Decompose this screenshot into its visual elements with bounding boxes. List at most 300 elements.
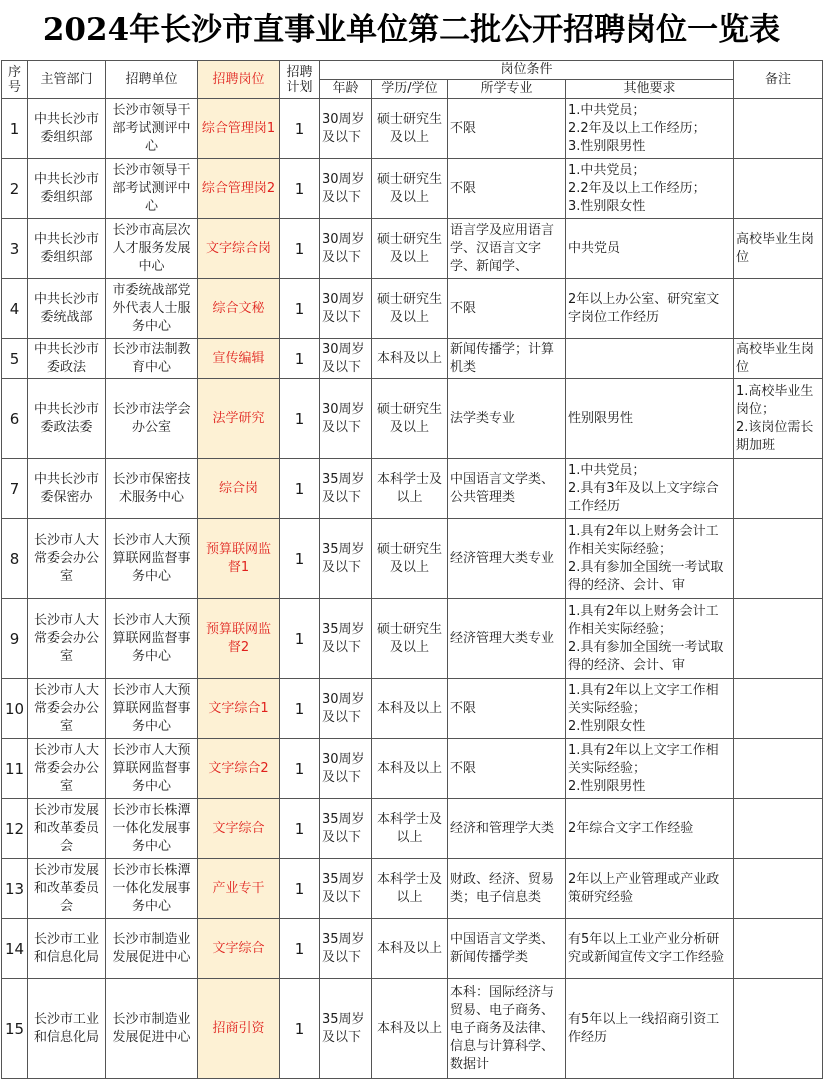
row-count <box>280 919 320 979</box>
table-row <box>2 379 823 459</box>
row-unit <box>106 159 198 219</box>
row-note <box>734 99 823 159</box>
row-major <box>448 339 566 379</box>
row-edu-text: 硕士研究生及以上 <box>376 541 442 575</box>
row-edu <box>372 459 448 519</box>
row-unit-text: 长沙市领导干部考试测评中心 <box>112 162 191 214</box>
row-position-text: 预算联网监督2 <box>205 621 271 655</box>
row-position-text: 文字综合 <box>212 820 265 836</box>
row-unit <box>106 99 198 159</box>
row-unit-text: 长沙市长株潭一体化发展事务中心 <box>112 802 191 854</box>
row-edu <box>372 99 448 159</box>
row-position-text: 宣传编辑 <box>212 350 265 366</box>
table-header <box>2 61 823 99</box>
row-other <box>566 99 734 159</box>
recruitment-table <box>1 60 823 1079</box>
row-note <box>734 599 823 679</box>
row-unit-text: 长沙市人大预算联网监督事务中心 <box>112 612 191 664</box>
row-dept <box>28 379 106 459</box>
row-seq <box>2 159 28 219</box>
row-count-text: 1 <box>294 179 305 198</box>
row-dept-text: 中共长沙市委保密办 <box>33 471 99 505</box>
row-seq <box>2 339 28 379</box>
row-unit <box>106 279 198 339</box>
row-major <box>448 279 566 339</box>
row-age-text: 30周岁及以下 <box>322 401 365 435</box>
row-edu <box>372 159 448 219</box>
row-seq <box>2 519 28 599</box>
row-dept-text: 长沙市人大常委会办公室 <box>33 612 99 664</box>
row-unit <box>106 739 198 799</box>
row-edu-text: 本科及以上 <box>376 350 442 366</box>
row-age-text: 30周岁及以下 <box>322 751 365 785</box>
row-unit <box>106 599 198 679</box>
row-count-text: 1 <box>294 479 305 498</box>
header-note: 备注 <box>734 61 823 99</box>
row-other-text: 1.具有2年以上文字工作相关实际经验； 2.性别限男性 <box>568 742 719 794</box>
row-dept <box>28 279 106 339</box>
row-dept-text: 长沙市人大常委会办公室 <box>33 742 99 794</box>
row-note <box>734 519 823 599</box>
row-other <box>566 159 734 219</box>
row-other-text: 中共党员 <box>568 240 621 256</box>
row-unit-text: 长沙市制造业发展促进中心 <box>112 931 191 965</box>
row-dept-text: 长沙市工业和信息化局 <box>33 931 99 965</box>
row-note <box>734 379 823 459</box>
row-dept <box>28 679 106 739</box>
row-note <box>734 219 823 279</box>
row-seq <box>2 599 28 679</box>
row-edu <box>372 599 448 679</box>
row-edu-text: 硕士研究生及以上 <box>376 291 442 325</box>
row-major <box>448 159 566 219</box>
row-major <box>448 379 566 459</box>
table-row <box>2 519 823 599</box>
table-row <box>2 739 823 799</box>
row-edu-text: 硕士研究生及以上 <box>376 111 442 145</box>
header-major: 所学专业 <box>448 80 566 99</box>
row-edu-text: 本科学士及以上 <box>376 811 442 845</box>
row-count <box>280 339 320 379</box>
row-unit <box>106 799 198 859</box>
row-seq <box>2 459 28 519</box>
row-seq <box>2 99 28 159</box>
row-age <box>320 219 372 279</box>
row-age-text: 35周岁及以下 <box>322 1011 365 1045</box>
row-other <box>566 459 734 519</box>
row-unit-text: 长沙市领导干部考试测评中心 <box>112 102 191 154</box>
row-age-text: 30周岁及以下 <box>322 111 365 145</box>
row-seq <box>2 679 28 739</box>
row-age <box>320 459 372 519</box>
row-dept-text: 长沙市人大常委会办公室 <box>33 682 99 734</box>
row-position <box>198 279 280 339</box>
row-edu <box>372 339 448 379</box>
table-row <box>2 339 823 379</box>
row-unit <box>106 679 198 739</box>
row-major <box>448 99 566 159</box>
row-major-text: 经济和管理学大类 <box>450 820 555 836</box>
header-unit: 招聘单位 <box>106 61 198 99</box>
row-position <box>198 739 280 799</box>
row-major <box>448 859 566 919</box>
row-unit <box>106 919 198 979</box>
row-other-text: 1.具有2年以上文字工作相关实际经验； 2.性别限女性 <box>568 682 719 734</box>
row-major <box>448 799 566 859</box>
table-row <box>2 979 823 1079</box>
row-age-text: 35周岁及以下 <box>322 811 365 845</box>
row-unit <box>106 979 198 1079</box>
row-major-text: 法学类专业 <box>450 410 516 426</box>
row-seq-text: 4 <box>9 299 20 318</box>
row-other <box>566 859 734 919</box>
row-edu-text: 硕士研究生及以上 <box>376 621 442 655</box>
row-count <box>280 739 320 799</box>
row-seq-text: 9 <box>9 629 20 648</box>
row-seq <box>2 979 28 1079</box>
row-position <box>198 859 280 919</box>
row-note-text: 1.高校毕业生岗位； 2.该岗位需长期加班 <box>736 383 814 453</box>
row-count-text: 1 <box>294 629 305 648</box>
row-seq-text: 13 <box>4 879 25 898</box>
row-seq-text: 10 <box>4 699 25 718</box>
row-seq-text: 7 <box>9 479 20 498</box>
row-position-text: 文字综合岗 <box>205 240 271 256</box>
row-count <box>280 219 320 279</box>
row-other <box>566 519 734 599</box>
row-edu-text: 本科学士及以上 <box>376 871 442 905</box>
row-count-text: 1 <box>294 349 305 368</box>
row-position-text: 综合文秘 <box>212 300 265 316</box>
header-dept: 主管部门 <box>28 61 106 99</box>
row-position <box>198 979 280 1079</box>
row-position <box>198 519 280 599</box>
header-age: 年龄 <box>320 80 372 99</box>
table-row <box>2 799 823 859</box>
row-major <box>448 919 566 979</box>
row-position-text: 综合管理岗1 <box>201 120 276 136</box>
row-position <box>198 339 280 379</box>
row-note <box>734 279 823 339</box>
row-edu <box>372 799 448 859</box>
row-major-text: 不限 <box>450 180 477 196</box>
row-age <box>320 159 372 219</box>
row-seq <box>2 919 28 979</box>
row-note <box>734 159 823 219</box>
row-age-text: 35周岁及以下 <box>322 541 365 575</box>
row-other <box>566 599 734 679</box>
row-dept <box>28 919 106 979</box>
row-edu <box>372 859 448 919</box>
row-other-text: 2年以上办公室、研究室文字岗位工作经历 <box>568 291 720 325</box>
row-major-text: 本科：国际经济与贸易、电子商务、电子商务及法律、信息与计算科学、数据计 <box>450 984 555 1072</box>
table-row <box>2 679 823 739</box>
row-seq-text: 5 <box>9 349 20 368</box>
row-seq-text: 2 <box>9 179 20 198</box>
row-seq-text: 8 <box>9 549 20 568</box>
row-dept-text: 中共长沙市委统战部 <box>33 291 99 325</box>
row-unit-text: 长沙市保密技术服务中心 <box>112 471 191 505</box>
row-major-text: 经济管理大类专业 <box>450 630 555 646</box>
row-unit-text: 长沙市人大预算联网监督事务中心 <box>112 682 191 734</box>
row-position-text: 综合岗 <box>218 480 258 496</box>
row-dept-text: 中共长沙市委组织部 <box>33 171 99 205</box>
row-count-text: 1 <box>294 879 305 898</box>
row-major <box>448 599 566 679</box>
row-seq-text: 15 <box>4 1019 25 1038</box>
row-age <box>320 859 372 919</box>
row-age-text: 30周岁及以下 <box>322 691 365 725</box>
row-position <box>198 919 280 979</box>
row-position-text: 文字综合1 <box>208 700 269 716</box>
row-other-text: 有5年以上工业产业分析研究或新闻宣传文字工作经验 <box>568 931 725 965</box>
row-dept-text: 长沙市人大常委会办公室 <box>33 532 99 584</box>
row-seq-text: 11 <box>4 759 25 778</box>
row-age <box>320 599 372 679</box>
table-row <box>2 99 823 159</box>
row-seq-text: 1 <box>9 119 20 138</box>
row-seq <box>2 739 28 799</box>
row-seq <box>2 379 28 459</box>
row-edu <box>372 219 448 279</box>
table-row <box>2 279 823 339</box>
row-dept <box>28 739 106 799</box>
row-dept <box>28 799 106 859</box>
row-position <box>198 679 280 739</box>
row-edu <box>372 679 448 739</box>
row-major-text: 不限 <box>450 120 477 136</box>
row-dept-text: 中共长沙市委组织部 <box>33 231 99 265</box>
row-other-text: 有5年以上一线招商引资工作经历 <box>568 1011 720 1045</box>
row-unit <box>106 859 198 919</box>
row-note-text: 高校毕业生岗位 <box>736 341 815 375</box>
row-unit-text: 市委统战部党外代表人士服务中心 <box>112 282 191 334</box>
row-other-text: 1.具有2年以上财务会计工作相关实际经验； 2.具有参加全国统一考试取得的经济、会计、审 <box>568 523 724 593</box>
row-age <box>320 679 372 739</box>
row-edu-text: 硕士研究生及以上 <box>376 171 442 205</box>
row-note <box>734 799 823 859</box>
row-other-text: 1.中共党员； 2.2年及以上工作经历； 3.性别限女性 <box>568 162 706 214</box>
row-other <box>566 739 734 799</box>
row-age-text: 30周岁及以下 <box>322 341 365 375</box>
row-major-text: 新闻传播学；计算机类 <box>450 341 555 375</box>
table-row <box>2 919 823 979</box>
row-edu-text: 硕士研究生及以上 <box>376 231 442 265</box>
row-other-text: 1.中共党员； 2.具有3年及以上文字综合工作经历 <box>568 462 719 514</box>
row-count <box>280 99 320 159</box>
row-dept-text: 中共长沙市委政法委 <box>33 401 99 435</box>
row-edu-text: 本科学士及以上 <box>376 471 442 505</box>
row-count-text: 1 <box>294 1019 305 1038</box>
table-body <box>2 99 823 1079</box>
header-seq: 序号 <box>2 61 28 99</box>
row-other-text: 2年综合文字工作经验 <box>568 820 694 836</box>
row-dept <box>28 219 106 279</box>
row-other <box>566 799 734 859</box>
row-count-text: 1 <box>294 119 305 138</box>
row-age-text: 30周岁及以下 <box>322 231 365 265</box>
row-other <box>566 379 734 459</box>
row-position <box>198 219 280 279</box>
row-position-text: 产业专干 <box>212 880 265 896</box>
table-row <box>2 159 823 219</box>
row-major-text: 中国语言文学类、公共管理类 <box>450 471 555 505</box>
row-edu-text: 本科及以上 <box>376 940 442 956</box>
row-count-text: 1 <box>294 819 305 838</box>
row-dept-text: 中共长沙市委组织部 <box>33 111 99 145</box>
row-position <box>198 599 280 679</box>
row-unit-text: 长沙市人大预算联网监督事务中心 <box>112 742 191 794</box>
row-position <box>198 159 280 219</box>
row-count-text: 1 <box>294 299 305 318</box>
row-count <box>280 459 320 519</box>
row-dept <box>28 339 106 379</box>
row-count <box>280 979 320 1079</box>
row-count-text: 1 <box>294 549 305 568</box>
row-count <box>280 379 320 459</box>
row-unit <box>106 459 198 519</box>
header-count: 招聘计划 <box>280 61 320 99</box>
table-row <box>2 459 823 519</box>
page-title: 2024年长沙市直事业单位第二批公开招聘岗位一览表 <box>42 12 781 48</box>
row-edu <box>372 979 448 1079</box>
row-age-text: 35周岁及以下 <box>322 471 365 505</box>
row-unit <box>106 339 198 379</box>
row-dept-text: 长沙市发展和改革委员会 <box>33 802 99 854</box>
row-age <box>320 339 372 379</box>
row-seq-text: 3 <box>9 239 20 258</box>
row-edu-text: 硕士研究生及以上 <box>376 401 442 435</box>
row-position-text: 法学研究 <box>212 410 265 426</box>
row-major-text: 语言学及应用语言学、汉语言文字学、新闻学、 <box>450 222 555 274</box>
row-count-text: 1 <box>294 699 305 718</box>
row-age <box>320 519 372 599</box>
row-note <box>734 739 823 799</box>
row-count-text: 1 <box>294 939 305 958</box>
row-seq-text: 6 <box>9 409 20 428</box>
row-position-text: 文字综合 <box>212 940 265 956</box>
row-unit-text: 长沙市高层次人才服务发展中心 <box>112 222 191 274</box>
row-other <box>566 679 734 739</box>
row-count <box>280 519 320 599</box>
row-other <box>566 919 734 979</box>
row-note <box>734 919 823 979</box>
row-dept <box>28 979 106 1079</box>
row-edu <box>372 739 448 799</box>
row-unit-text: 长沙市法学会办公室 <box>112 401 191 435</box>
row-count <box>280 679 320 739</box>
row-count <box>280 159 320 219</box>
row-count <box>280 799 320 859</box>
row-note <box>734 339 823 379</box>
row-edu-text: 本科及以上 <box>376 700 442 716</box>
table-row <box>2 219 823 279</box>
row-age <box>320 979 372 1079</box>
row-major-text: 经济管理大类专业 <box>450 550 555 566</box>
row-age <box>320 279 372 339</box>
row-major <box>448 739 566 799</box>
row-edu-text: 本科及以上 <box>376 1020 442 1036</box>
row-seq-text: 14 <box>4 939 25 958</box>
row-count <box>280 279 320 339</box>
row-unit <box>106 379 198 459</box>
row-major-text: 不限 <box>450 760 477 776</box>
row-unit-text: 长沙市法制教育中心 <box>112 341 191 375</box>
row-unit <box>106 219 198 279</box>
row-major <box>448 519 566 599</box>
row-dept <box>28 99 106 159</box>
row-major <box>448 979 566 1079</box>
row-unit-text: 长沙市长株潭一体化发展事务中心 <box>112 862 191 914</box>
row-age <box>320 799 372 859</box>
row-age-text: 30周岁及以下 <box>322 171 365 205</box>
row-age-text: 30周岁及以下 <box>322 291 365 325</box>
row-age-text: 35周岁及以下 <box>322 871 365 905</box>
row-seq <box>2 219 28 279</box>
row-major-text: 不限 <box>450 300 477 316</box>
row-unit-text: 长沙市制造业发展促进中心 <box>112 1011 191 1045</box>
row-other-text: 性别限男性 <box>568 410 634 426</box>
row-dept <box>28 459 106 519</box>
header-edu: 学历/学位 <box>372 80 448 99</box>
row-major <box>448 679 566 739</box>
row-other <box>566 219 734 279</box>
row-dept-text: 中共长沙市委政法 <box>33 341 99 375</box>
row-seq-text: 12 <box>4 819 25 838</box>
row-major <box>448 219 566 279</box>
row-age-text: 35周岁及以下 <box>322 621 365 655</box>
row-position <box>198 459 280 519</box>
row-major-text: 中国语言文学类、新闻传播学类 <box>450 931 555 965</box>
row-seq <box>2 859 28 919</box>
header-conditions: 岗位条件 <box>320 61 734 80</box>
row-position <box>198 379 280 459</box>
header-position: 招聘岗位 <box>198 61 280 99</box>
row-age <box>320 99 372 159</box>
row-dept <box>28 519 106 599</box>
row-other <box>566 339 734 379</box>
row-dept <box>28 159 106 219</box>
row-edu <box>372 279 448 339</box>
row-seq <box>2 279 28 339</box>
row-other-text: 1.具有2年以上财务会计工作相关实际经验； 2.具有参加全国统一考试取得的经济、会计、审 <box>568 603 724 673</box>
row-count <box>280 859 320 919</box>
row-unit <box>106 519 198 599</box>
row-note <box>734 679 823 739</box>
row-count-text: 1 <box>294 759 305 778</box>
table-row <box>2 859 823 919</box>
row-count <box>280 599 320 679</box>
row-position <box>198 99 280 159</box>
row-other <box>566 979 734 1079</box>
row-dept-text: 长沙市发展和改革委员会 <box>33 862 99 914</box>
row-unit-text: 长沙市人大预算联网监督事务中心 <box>112 532 191 584</box>
row-edu-text: 本科及以上 <box>376 760 442 776</box>
row-age <box>320 379 372 459</box>
row-other-text: 1.中共党员； 2.2年及以上工作经历； 3.性别限男性 <box>568 102 706 154</box>
row-edu <box>372 919 448 979</box>
row-major <box>448 459 566 519</box>
row-note <box>734 459 823 519</box>
row-other <box>566 279 734 339</box>
row-dept <box>28 859 106 919</box>
row-edu <box>372 379 448 459</box>
row-position <box>198 799 280 859</box>
row-position-text: 招商引资 <box>212 1020 265 1036</box>
row-note <box>734 979 823 1079</box>
row-count-text: 1 <box>294 239 305 258</box>
row-position-text: 预算联网监督1 <box>205 541 271 575</box>
